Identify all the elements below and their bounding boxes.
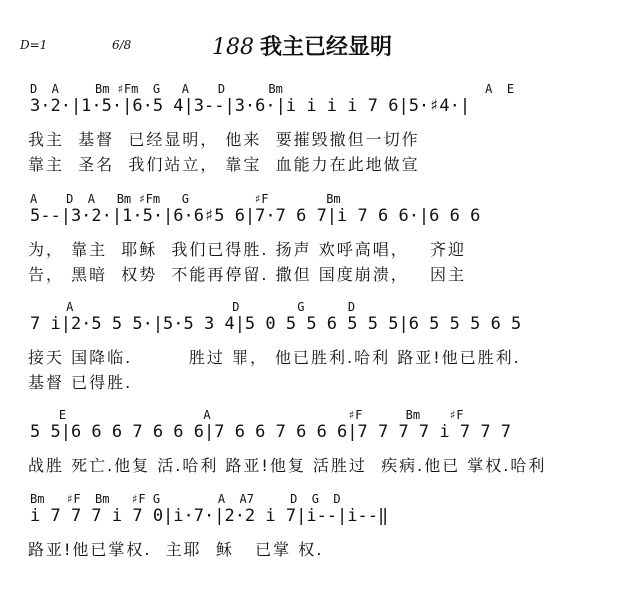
lyrics-verse-1: 接天 国降临. 胜过 罪， 他已胜利.哈利 路亚!他已胜利. — [28, 348, 521, 367]
chord-line: E A ♯F Bm ♯F — [30, 408, 464, 422]
staff-system-1 — [0, 82, 640, 192]
song-number: 188 — [212, 35, 254, 60]
lyrics-verse-1: 为， 靠主 耶稣 我们已得胜. 扬声 欢呼高唱， 齐迎 — [28, 240, 466, 259]
chord-line: Bm ♯F Bm ♯F G A A7 D G D — [30, 492, 341, 506]
key-signature: D=1 — [20, 38, 48, 52]
chord-line: A D G D — [30, 300, 356, 314]
chord-line: A D A Bm ♯Fm G ♯F Bm — [30, 192, 341, 206]
staff-system-3 — [0, 300, 640, 410]
lyrics-verse-1: 战胜 死亡.他复 活.哈利 路亚!他复 活胜过 疾病.他已 掌权.哈利 — [28, 456, 547, 475]
time-signature: 6/8 — [112, 38, 132, 52]
staff-system-5 — [0, 492, 640, 602]
lyrics-verse-1: 路亚!他已掌权. 主耶 稣 已掌 权. — [28, 540, 324, 559]
notation-line: 5--|3·2·|1·5·|6·6♯5 6|7·7 6 7|i 7 6 6·|6 6 6 — [30, 206, 481, 226]
song-title-text: 我主已经显明 — [260, 35, 393, 60]
song-title — [212, 30, 392, 61]
lyrics-verse-2: 告， 黑暗 权势 不能再停留. 撒但 国度崩溃， 因主 — [28, 265, 466, 284]
notation-line: 5 5|6 6 6 7 6 6 6|7 6 6 7 6 6 6|7 7 7 7 i 7 7 7 — [30, 422, 512, 442]
staff-system-2 — [0, 192, 640, 302]
notation-line: 3·2·|1·5·|6·5 4|3--|3·6·|i i i i 7 6|5·♯4·| — [30, 96, 471, 116]
chord-line: D A Bm ♯Fm G A D Bm A E — [30, 82, 515, 96]
lyrics-verse-2: 靠主 圣名 我们站立， 靠宝 血能力在此地做宣 — [28, 155, 420, 174]
notation-line: i 7 7 7 i 7 0|i·7·|2·2 i 7|i--|i--‖ — [30, 506, 389, 526]
lyrics-verse-1: 我主 基督 已经显明， 他来 要摧毁撤但一切作 — [28, 130, 420, 149]
lyrics-verse-2: 基督 已得胜. — [28, 373, 133, 392]
notation-line: 7 i|2·5 5 5·|5·5 3 4|5 0 5 5 6 5 5 5|6 5 5 5 6 5 — [30, 314, 522, 334]
